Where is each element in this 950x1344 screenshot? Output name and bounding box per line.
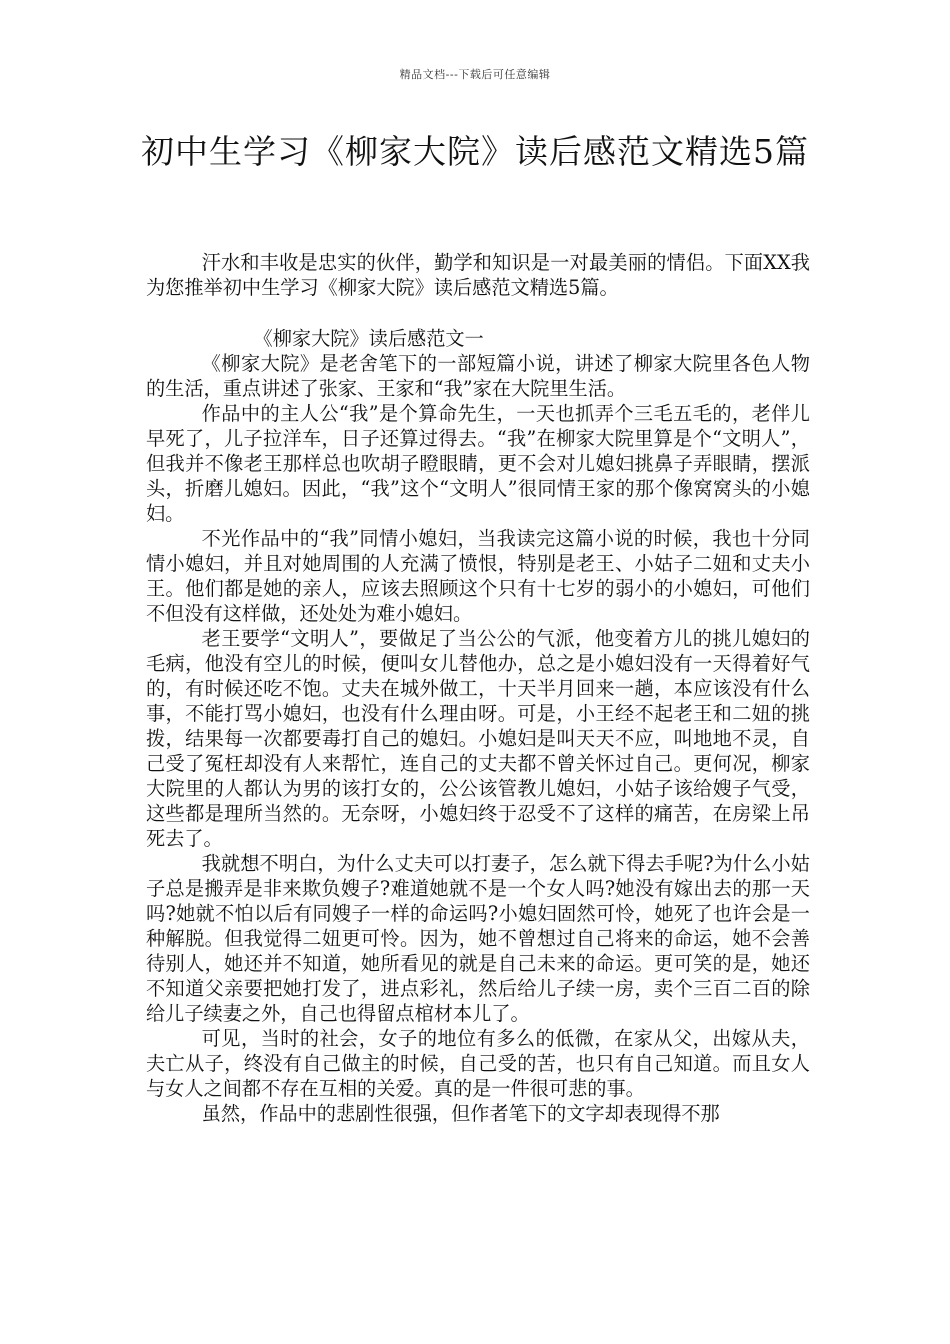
body-paragraph: 我就想不明白，为什么丈夫可以打妻子，怎么就下得去手呢?为什么小姑子总是搬弄是非来欺负嫂子?难道她就不是一个女人吗?她没有嫁出去的那一天吗?她就不怕以后有同嫂子一样的命运吗?小媳妇固然可怜，她死了也许会是一种解脱。但我觉得二妞更可怜。因为，她不曾想过自己将来的命运，她不会善待别人，她还并不知道，她所看见的就是自己未来的命运。更可笑的是，她还不知道父亲要把她打发了，进点彩礼，然后给儿子续一房，卖个三百二百的除给儿子续妻之外，自己也得留点棺材本儿了。 <box>146 852 810 1025</box>
body-paragraph: 作品中的主人公“我”是个算命先生，一天也抓弄个三毛五毛的，老伴儿早死了，儿子拉洋车，日子还算过得去。“我”在柳家大院里算是个“文明人”，但我并不像老王那样总也吹胡子瞪眼睛，更不会对儿媳妇挑鼻子弄眼睛，摆派头，折磨儿媳妇。因此，“我”这个“文明人”很同情王家的那个像窝窝头的小媳妇。 <box>146 402 810 525</box>
intro-paragraph: 汗水和丰收是忠实的伙伴，勤学和知识是一对最美丽的情侣。下面XX我为您推举初中生学习《柳家大院》读后感范文精选5篇。 <box>146 251 810 299</box>
document-body <box>146 250 810 1126</box>
body-paragraph: 《柳家大院》是老舍笔下的一部短篇小说，讲述了柳家大院里各色人物的生活，重点讲述了张家、王家和“我”家在大院里生活。 <box>146 352 810 400</box>
document-title: 初中生学习《柳家大院》读后感范文精选5篇 <box>141 132 809 171</box>
body-paragraph: 可见，当时的社会，女子的地位有多么的低微，在家从父，出嫁从夫，夫亡从子，终没有自己做主的时候，自己受的苦，也只有自己知道。而且女人与女人之间都不存在互相的关爱。真的是一件很可悲的事。 <box>146 1027 810 1100</box>
body-paragraph: 虽然，作品中的悲剧性很强，但作者笔下的文字却表现得不那 <box>201 1102 720 1125</box>
body-paragraph: 不光作品中的“我”同情小媳妇，当我读完这篇小说的时候，我也十分同情小媳妇，并且对她周围的人充满了愤恨，特别是老王、小姑子二妞和丈夫小王。他们都是她的亲人，应该去照顾这个只有十七岁的弱小的小媳妇，可他们不但没有这样做，还处处为难小媳妇。 <box>146 527 810 625</box>
section-heading: 《柳家大院》读后感范文一 <box>253 327 484 350</box>
page-header: 精品文档---下载后可任意编辑 <box>399 68 551 81</box>
body-paragraph: 老王要学“文明人”，要做足了当公公的气派，他变着方儿的挑儿媳妇的毛病，他没有空儿的时候，便叫女儿替他办，总之是小媳妇没有一天得着好气的，有时候还吃不饱。丈夫在城外做工，十天半月回来一趟，本应该没有什么事，不能打骂小媳妇，也没有什么理由呀。可是，小王经不起老王和二妞的挑拨，结果每一次都要毒打自己的媳妇。小媳妇是叫天天不应，叫地地不灵，自己受了冤枉却没有人来帮忙，连自己的丈夫都不曾关怀过自己。更何况，柳家大院里的人都认为男的该打女的，公公该管教儿媳妇，小姑子该给嫂子气受，这些都是理所当然的。无奈呀，小媳妇终于忍受不了这样的痛苦，在房梁上吊死去了。 <box>146 627 810 850</box>
